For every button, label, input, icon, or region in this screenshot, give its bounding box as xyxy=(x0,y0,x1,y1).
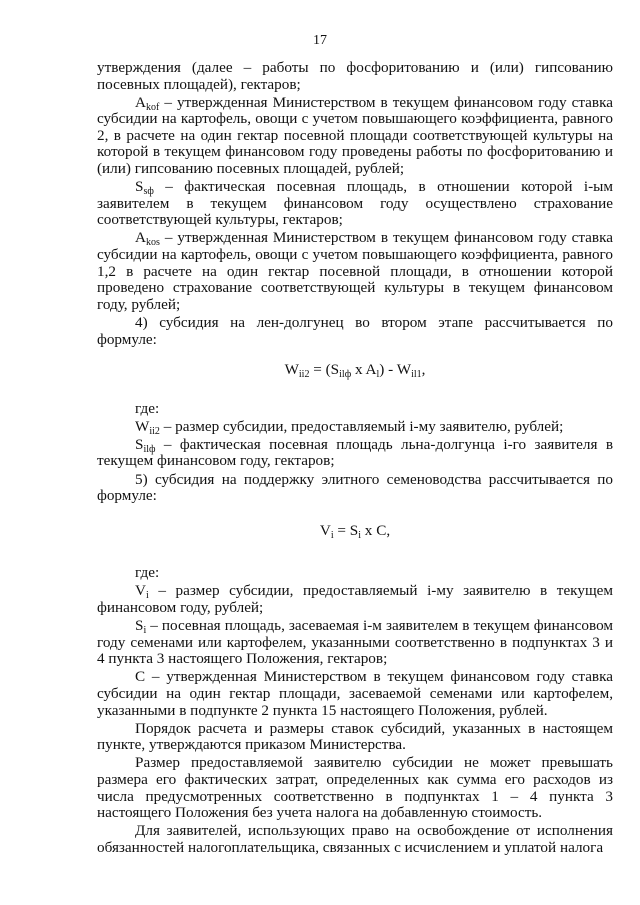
formula-part: x A xyxy=(351,361,377,379)
definition-text: – размер субсидии, предоставляемый i-му заявителю, рублей; xyxy=(159,417,564,435)
formula-part: = (S xyxy=(309,361,340,379)
symbol-subscript: ii2 xyxy=(149,425,160,437)
paragraph-ssf xyxy=(97,179,613,229)
formula-subscript: l xyxy=(376,369,380,381)
paragraph-akos xyxy=(97,230,613,313)
document-body xyxy=(97,60,613,858)
symbol: A xyxy=(135,229,146,247)
paragraph-subsidy-limit: Размер предоставляемой заявителю субсидии не может превышать размера его фактических затрат, определенных как сумма его расходов из числа предусмотренных соответственно в подпунктах 1 – 4 пункта 3 настоящего Положения без учета налога на добавленную стоимость. xyxy=(97,754,613,822)
paragraph-si xyxy=(97,618,613,668)
formula-subscript: i xyxy=(330,529,334,541)
paragraph-wii2 xyxy=(97,419,613,436)
where-label: где: xyxy=(135,399,160,417)
formula-part: x C, xyxy=(361,521,391,539)
paragraph-works-definition: утверждения (далее – работы по фосфоритованию и (или) гипсованию посевных площадей), гектаров; xyxy=(97,59,613,93)
symbol-subscript: i xyxy=(143,625,147,637)
where-label: где: xyxy=(135,564,160,582)
symbol: W xyxy=(135,417,150,435)
symbol-subscript: ilф xyxy=(143,443,156,455)
paragraph-c-rate: C – утвержденная Министерством в текущем финансовом году ставка субсидии на один гектар площади, засеваемой семенами или картофелем, указанными в подпункте 2 пункта 15 настоящего Положения, рублей. xyxy=(97,668,613,719)
symbol-subscript: kos xyxy=(145,237,160,249)
formula-subscript: ii2 xyxy=(298,369,310,381)
formula-part: = S xyxy=(333,521,359,539)
formula-part: , xyxy=(421,361,426,379)
symbol: S xyxy=(135,617,144,635)
symbol: S xyxy=(135,178,144,196)
definition-text: – фактическая посевная площадь, в отношении которой i-ым заявителем в текущем финансовом году осуществлено страхование соответствующей культуры, гектаров; xyxy=(97,178,613,229)
symbol: S xyxy=(135,435,144,453)
definition-text: – размер субсидии, предоставляемый i-му заявителю в текущем финансовом году, рублей; xyxy=(97,582,613,617)
formula-flax xyxy=(97,362,613,379)
definition-text: – утвержденная Министерством в текущем финансовом году ставка субсидии на картофель, овощи с учетом повышающего коэффициента, равного 2, в расчете на один гектар посевной площади соответствующей культуры на которой в текущем финансовом году проведены работы по фосфоритованию и (или) гипсованию посевных площадей, рублей; xyxy=(97,93,613,178)
paragraph-silf xyxy=(97,437,613,470)
formula-part: V xyxy=(319,521,331,539)
formula-elite-seed xyxy=(97,523,613,540)
formula-subscript: i xyxy=(358,529,361,541)
paragraph-elite-seed: 5) субсидия на поддержку элитного семеноводства рассчитывается по формуле: xyxy=(97,470,613,505)
paragraph-calculation-order: Порядок расчета и размеры ставок субсидий, указанных в настоящем пункте, утверждаются приказом Министерства. xyxy=(97,719,613,754)
paragraph-vi xyxy=(97,583,613,616)
formula-subscript: il1 xyxy=(411,369,422,381)
symbol: V xyxy=(135,582,146,600)
symbol-subscript: kof xyxy=(145,101,160,113)
symbol-subscript: sф xyxy=(143,186,154,198)
symbol: A xyxy=(135,93,146,111)
formula-part: ) - W xyxy=(379,361,412,379)
formula-subscript: ilф xyxy=(339,369,352,381)
paragraph-flax-subsidy: 4) субсидия на лен-долгунец во втором этапе рассчитывается по формуле: xyxy=(97,313,613,348)
formula-part: W xyxy=(284,361,299,379)
definition-text: – посевная площадь, засеваемая i-м заявителем в текущем финансовом году семенами или картофелем, указанными соответственно в подпунктах 3 и 4 пункта 3 настоящего Положения, гектаров; xyxy=(97,617,613,668)
paragraph-tax-exemption: Для заявителей, использующих право на освобождение от исполнения обязанностей налогоплательщика, связанных с исчислением и уплатой налога xyxy=(97,822,613,856)
definition-text: – утвержденная Министерством в текущем финансовом году ставка субсидии на картофель, овощи с учетом повышающего коэффициента, равного 1,2 в расчете на один гектар посевной площади, в отношении которой проведено страхование соответствующей культуры в текущем финансовом году, рублей; xyxy=(97,229,613,313)
definition-text: – фактическая посевная площадь льна-долгунца i-го заявителя в текущем финансовом году, гектаров; xyxy=(97,435,613,470)
symbol-subscript: i xyxy=(145,590,149,602)
page-number: 17 xyxy=(313,33,327,48)
paragraph-akof xyxy=(97,95,613,178)
